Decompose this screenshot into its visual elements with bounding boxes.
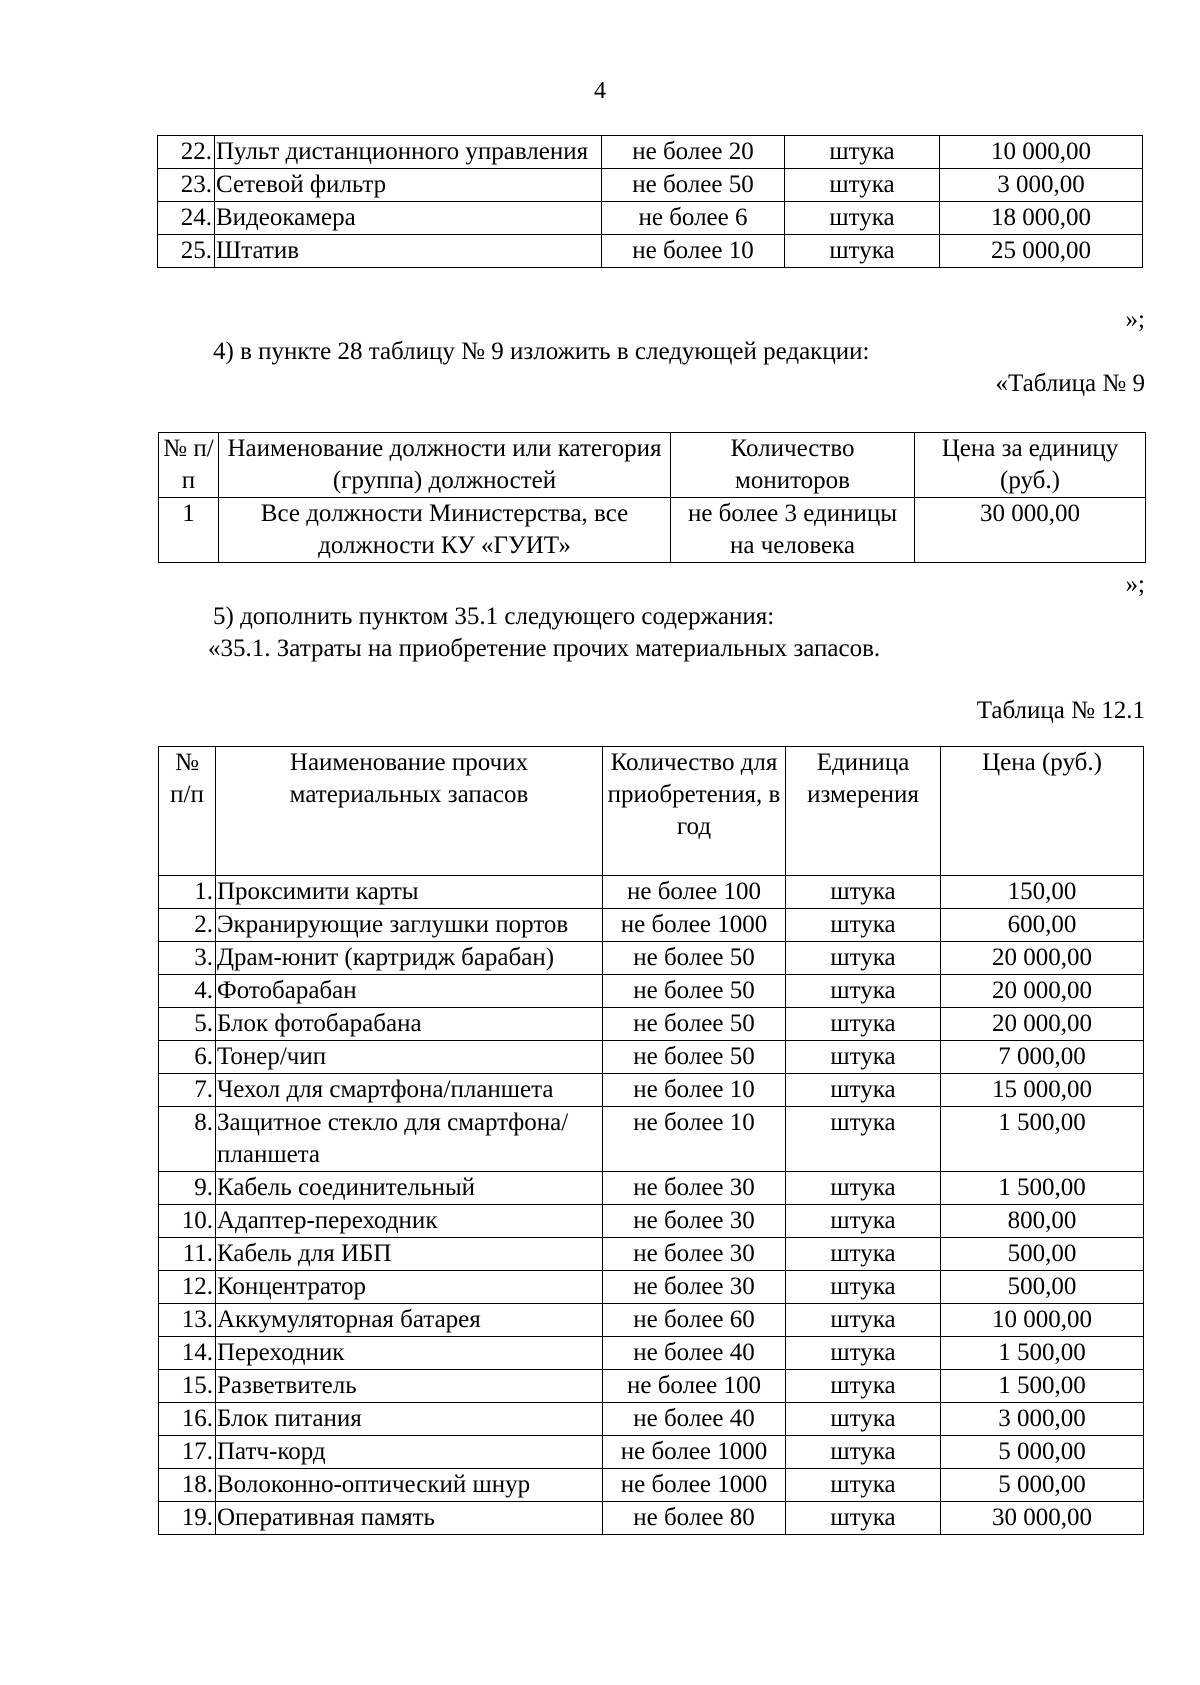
table-row [159, 1172, 1144, 1205]
cell-price: 3 000,00 [940, 169, 1143, 202]
cell-price: 10 000,00 [940, 136, 1143, 169]
t12-header-unit: Единица измерения [786, 747, 941, 876]
cell-price: 500,00 [941, 1271, 1144, 1304]
cell-qty: не более 1000 [603, 1469, 786, 1502]
cell-name: Тонер/чип [216, 1041, 603, 1074]
cell-qty: не более 30 [603, 1271, 786, 1304]
cell-price: 1 500,00 [941, 1337, 1144, 1370]
t9-header-name: Наименование должности или категория (группа) должностей [219, 433, 671, 498]
cell-name: Кабель для ИБП [216, 1238, 603, 1271]
table-row [159, 1107, 1144, 1172]
t9-cell-no: 1 [159, 498, 219, 563]
cell-qty: не более 50 [603, 942, 786, 975]
table-row [159, 498, 1146, 563]
table-row [159, 1370, 1144, 1403]
cell-name: Разветвитель [216, 1370, 603, 1403]
cell-no: 9. [159, 1172, 216, 1205]
cell-name: Патч-корд [216, 1436, 603, 1469]
cell-qty: не более 10 [602, 235, 785, 268]
table-row [159, 1469, 1144, 1502]
cell-qty: не более 10 [603, 1107, 786, 1172]
cell-name: Штатив [215, 235, 602, 268]
closing-quote-2: »; [1125, 571, 1145, 598]
cell-unit: штука [785, 136, 940, 169]
cell-name: Видеокамера [215, 202, 602, 235]
item-5-line2: «35.1. Затраты на приобретение прочих материальных запасов. [208, 635, 881, 662]
cell-no: 1. [159, 876, 216, 909]
cell-no: 12. [159, 1271, 216, 1304]
cell-no: 18. [159, 1469, 216, 1502]
cell-name: Кабель соединительный [216, 1172, 603, 1205]
cell-unit: штука [786, 1107, 941, 1172]
cell-no: 22. [158, 136, 215, 169]
cell-no: 15. [159, 1370, 216, 1403]
cell-qty: не более 1000 [603, 909, 786, 942]
cell-no: 25. [158, 235, 215, 268]
cell-price: 20 000,00 [941, 1008, 1144, 1041]
cell-qty: не более 50 [603, 1041, 786, 1074]
cell-name: Адаптер-переходник [216, 1205, 603, 1238]
cell-unit: штука [786, 1041, 941, 1074]
table-row [159, 1436, 1144, 1469]
cell-qty: не более 50 [603, 975, 786, 1008]
cell-unit: штука [785, 235, 940, 268]
table-row [158, 202, 1143, 235]
cell-qty: не более 40 [603, 1337, 786, 1370]
table-row [159, 909, 1144, 942]
cell-no: 10. [159, 1205, 216, 1238]
cell-no: 7. [159, 1074, 216, 1107]
cell-qty: не более 60 [603, 1304, 786, 1337]
table-9-header-row [159, 433, 1146, 498]
cell-price: 5 000,00 [941, 1436, 1144, 1469]
t12-header-price: Цена (руб.) [941, 747, 1144, 876]
cell-price: 20 000,00 [941, 975, 1144, 1008]
cell-qty: не более 50 [602, 169, 785, 202]
table-row [159, 942, 1144, 975]
cell-no: 19. [159, 1502, 216, 1535]
cell-no: 6. [159, 1041, 216, 1074]
table-row [159, 1205, 1144, 1238]
cell-qty: не более 10 [603, 1074, 786, 1107]
cell-name: Экранирующие заглушки портов [216, 909, 603, 942]
cell-unit: штука [786, 1403, 941, 1436]
cell-unit: штука [786, 1205, 941, 1238]
table-row [158, 136, 1143, 169]
cell-qty: не более 30 [603, 1205, 786, 1238]
cell-price: 1 500,00 [941, 1370, 1144, 1403]
item-5-line1: 5) дополнить пунктом 35.1 следующего содержания: [213, 603, 775, 630]
t9-header-no: № п/п [159, 433, 219, 498]
table-row [159, 876, 1144, 909]
cell-name: Проксимити карты [216, 876, 603, 909]
cell-unit: штука [786, 1337, 941, 1370]
cell-name: Волоконно-оптический шнур [216, 1469, 603, 1502]
table-row [159, 1041, 1144, 1074]
cell-price: 18 000,00 [940, 202, 1143, 235]
cell-name: Сетевой фильтр [215, 169, 602, 202]
table-row [159, 1304, 1144, 1337]
cell-no: 14. [159, 1337, 216, 1370]
t9-header-price: Цена за единицу (руб.) [915, 433, 1146, 498]
cell-unit: штука [786, 876, 941, 909]
cell-name: Аккумуляторная батарея [216, 1304, 603, 1337]
cell-unit: штука [786, 1436, 941, 1469]
table-row [159, 1238, 1144, 1271]
cell-qty: не более 20 [602, 136, 785, 169]
cell-unit: штука [786, 1271, 941, 1304]
cell-unit: штука [786, 1304, 941, 1337]
t12-header-no: № п/п [159, 747, 216, 876]
cell-qty: не более 30 [603, 1172, 786, 1205]
cell-qty: не более 1000 [603, 1436, 786, 1469]
cell-name: Оперативная память [216, 1502, 603, 1535]
table-12-1 [158, 746, 1144, 1535]
table-row [159, 1074, 1144, 1107]
t12-header-name: Наименование прочих материальных запасов [216, 747, 603, 876]
item-4-text: 4) в пункте 28 таблицу № 9 изложить в следующей редакции: [213, 338, 870, 365]
cell-price: 10 000,00 [941, 1304, 1144, 1337]
table-9 [158, 432, 1146, 563]
t9-cell-name: Все должности Министерства, все должности КУ «ГУИТ» [219, 498, 671, 563]
cell-price: 5 000,00 [941, 1469, 1144, 1502]
t9-cell-price: 30 000,00 [915, 498, 1146, 563]
cell-price: 7 000,00 [941, 1041, 1144, 1074]
cell-price: 600,00 [941, 909, 1144, 942]
cell-price: 800,00 [941, 1205, 1144, 1238]
cell-price: 1 500,00 [941, 1172, 1144, 1205]
cell-price: 3 000,00 [941, 1403, 1144, 1436]
cell-no: 13. [159, 1304, 216, 1337]
cell-unit: штука [786, 1172, 941, 1205]
cell-name: Чехол для смартфона/планшета [216, 1074, 603, 1107]
cell-no: 11. [159, 1238, 216, 1271]
t9-header-qty: Количество мониторов [671, 433, 915, 498]
cell-name: Блок питания [216, 1403, 603, 1436]
cell-unit: штука [786, 1370, 941, 1403]
cell-price: 30 000,00 [941, 1502, 1144, 1535]
cell-unit: штука [786, 909, 941, 942]
cell-name: Драм-юнит (картридж барабан) [216, 942, 603, 975]
table-9-caption: «Таблица № 9 [995, 370, 1145, 397]
cell-no: 17. [159, 1436, 216, 1469]
table-row [159, 1502, 1144, 1535]
cell-price: 500,00 [941, 1238, 1144, 1271]
table-12-header-row [159, 747, 1144, 876]
cell-qty: не более 100 [603, 1370, 786, 1403]
cell-unit: штука [786, 1074, 941, 1107]
cell-qty: не более 30 [603, 1238, 786, 1271]
table-row [158, 235, 1143, 268]
cell-no: 8. [159, 1107, 216, 1172]
cell-unit: штука [785, 169, 940, 202]
cell-no: 2. [159, 909, 216, 942]
cell-unit: штука [786, 975, 941, 1008]
cell-name: Блок фотобарабана [216, 1008, 603, 1041]
cell-name: Защитное стекло для смартфона/планшета [216, 1107, 603, 1172]
cell-unit: штука [786, 1502, 941, 1535]
cell-price: 150,00 [941, 876, 1144, 909]
cell-no: 24. [158, 202, 215, 235]
cell-unit: штука [786, 942, 941, 975]
cell-no: 3. [159, 942, 216, 975]
cell-qty: не более 40 [603, 1403, 786, 1436]
t12-header-qty: Количество для приобретения, в год [603, 747, 786, 876]
table-row [159, 1403, 1144, 1436]
cell-name: Фотобарабан [216, 975, 603, 1008]
cell-name: Переходник [216, 1337, 603, 1370]
cell-no: 4. [159, 975, 216, 1008]
table-12-1-caption: Таблица № 12.1 [976, 697, 1145, 724]
cell-unit: штука [786, 1469, 941, 1502]
table-row [159, 1008, 1144, 1041]
cell-price: 15 000,00 [941, 1074, 1144, 1107]
cell-unit: штука [786, 1238, 941, 1271]
cell-name: Концентратор [216, 1271, 603, 1304]
page-number: 4 [594, 78, 606, 104]
closing-quote-1: »; [1125, 306, 1145, 333]
cell-qty: не более 6 [602, 202, 785, 235]
cell-qty: не более 50 [603, 1008, 786, 1041]
table-row [158, 169, 1143, 202]
cell-name: Пульт дистанционного управления [215, 136, 602, 169]
cell-unit: штука [786, 1008, 941, 1041]
t9-cell-qty: не более 3 единицы на человека [671, 498, 915, 563]
cell-qty: не более 80 [603, 1502, 786, 1535]
cell-no: 5. [159, 1008, 216, 1041]
table-row [159, 1271, 1144, 1304]
continued-table [157, 135, 1143, 268]
cell-qty: не более 100 [603, 876, 786, 909]
table-row [159, 1337, 1144, 1370]
cell-no: 16. [159, 1403, 216, 1436]
cell-unit: штука [785, 202, 940, 235]
cell-no: 23. [158, 169, 215, 202]
cell-price: 20 000,00 [941, 942, 1144, 975]
table-row [159, 975, 1144, 1008]
cell-price: 25 000,00 [940, 235, 1143, 268]
cell-price: 1 500,00 [941, 1107, 1144, 1172]
